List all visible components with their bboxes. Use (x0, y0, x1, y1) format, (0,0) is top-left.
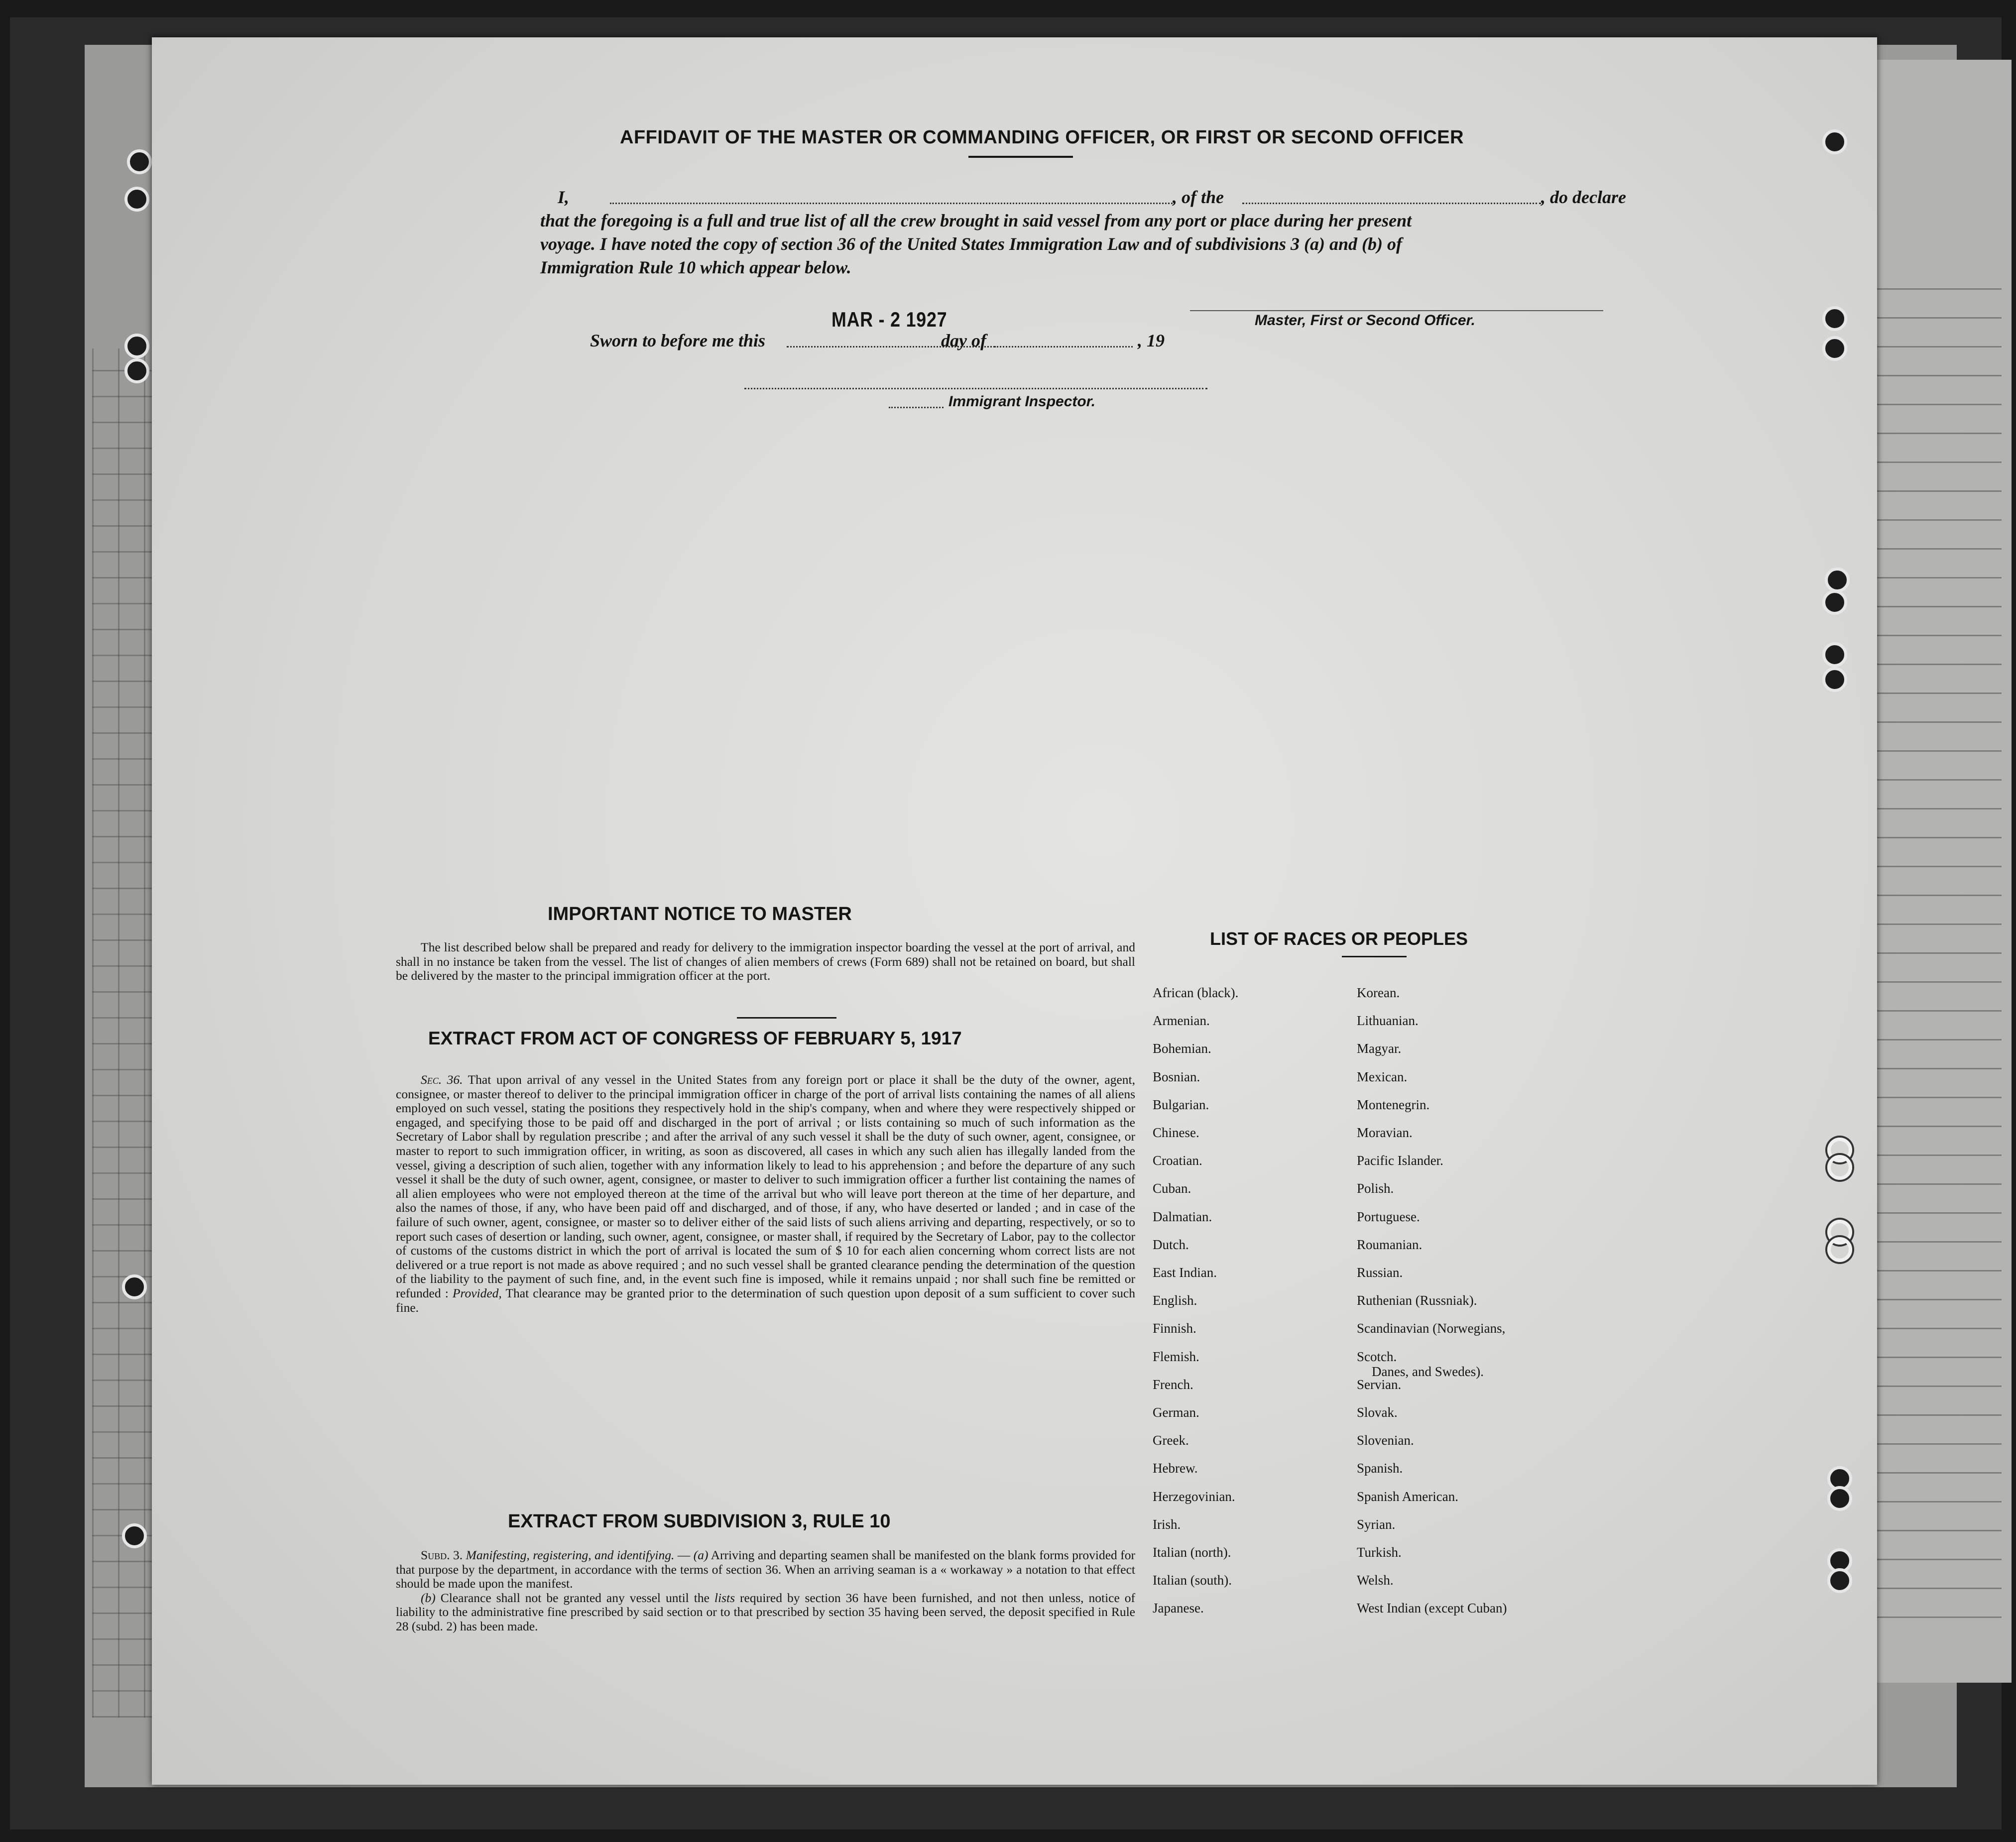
races-title: LIST OF RACES OR PEOPLES (1210, 928, 1468, 949)
affidavit-i: I, (558, 187, 570, 207)
affidavit-do-declare: , do declare (1541, 187, 1626, 207)
binder-hole (122, 1523, 147, 1548)
race-item: Finnish. (1153, 1321, 1196, 1336)
binder-hole (122, 1274, 147, 1299)
race-item: African (black). (1153, 985, 1239, 1000)
date-stamp: MAR - 2 1927 (831, 308, 948, 331)
race-item: Hebrew. (1153, 1461, 1198, 1476)
race-item: Korean. (1357, 985, 1400, 1000)
race-item: French. (1153, 1377, 1193, 1392)
binder-hole (1822, 336, 1847, 361)
affidavit-line-2: that the foregoing is a full and true list of all the crew brought in said vessel from any port or place during her present (540, 211, 1412, 230)
race-item: West Indian (except Cuban) (1357, 1601, 1507, 1616)
race-item: Magyar. (1357, 1041, 1402, 1056)
race-item: Italian (north). (1153, 1545, 1231, 1560)
race-item: Ruthenian (Russniak). (1357, 1293, 1477, 1308)
title-underline (968, 156, 1073, 158)
subd-label: Subd. 3. (421, 1548, 463, 1562)
affidavit-of-the: , of the (1173, 187, 1224, 207)
rule10-title: EXTRACT FROM SUBDIVISION 3, RULE 10 (508, 1511, 891, 1532)
act-body: That upon arrival of any vessel in the United States from any foreign port or place it shall be the duty of the owner, agent, consignee, or master thereof to deliver to the principal immigration officer in charge of the port of arrival lists containing the names of all aliens employed on such vessel, stating the positions they respectively hold in the ship's company, when and where they were respectively shipped or engaged, and specifying those to be paid off and discharged in the port of arrival ; or lists containing so much of such information as the Secretary of Labor shall by regulation prescribe ; and after the arrival of any such vessel it shall be the duty of such owner, agent, consignee, or master to report to such immigration officer, in writing, as soon as discovered, all cases in which any such alien has illegally landed from the vessel, giving a description of such alien, together with any information likely to lead to his apprehension ; and before the departure of any such vessel it shall be the duty of such owner, agent, consignee, or master to deliver to such immigration officer a further list containing the names of all alien employees who were not employed thereon at the time of the arrival but who will leave port thereon at the time of her departure, and also the names of those, if any, who have been paid off and discharged, and of those, if any, who have deserted or landed ; and in case of the failure of such owner, agent, consignee, or master so to deliver either of the said lists of such aliens arriving and departing, respectively, or so to report such cases of desertion or landing, such owner, agent, consignee, or master shall, if required by the Secretary of Labor, pay to the collector of customs of the customs district in which the port of arrival is located the sum of $ 10 for each alien concerning whom correct lists are not delivered or a true report is not made as above required ; and no such vessel shall be granted clearance pending the determination of the question of the liability to the payment of such fine, and, in the event such fine is imposed, while it remains unpaid ; nor shall such fine be remitted or refunded : (396, 1072, 1135, 1300)
sworn-before-label: Sworn to before me this (590, 331, 766, 350)
affidavit-title: AFFIDAVIT OF THE MASTER OR COMMANDING OFFICER, OR FIRST OR SECOND OFFICER (620, 127, 1464, 148)
affidavit-line-3: voyage. I have noted the copy of section 36 of the United States Immigration Law and of subdivisions 3 (a) and (b) of (540, 234, 1402, 254)
ledger-grid-left (92, 348, 157, 1718)
binder-hole (1822, 306, 1847, 331)
binder-hole (1827, 1568, 1852, 1593)
binder-hole (1825, 568, 1850, 592)
race-item: Bohemian. (1153, 1041, 1211, 1056)
name-blank-line (610, 202, 1173, 204)
day-of-label: day of (941, 331, 986, 350)
binder-hole (124, 334, 149, 358)
act-text (396, 1073, 1135, 1315)
race-item: Roumanian. (1357, 1237, 1423, 1252)
act-section-label: Sec. 36. (421, 1072, 463, 1087)
subd-a-label: (a) (693, 1548, 709, 1562)
subd-b-text1: Clearance shall not be granted any vessel until the (440, 1590, 710, 1605)
subd-b-label: (b) (421, 1590, 436, 1605)
subd-b-text2: required by section 36 have been furnished, and not then unless, notice of liability to the administrative fine prescribed by said section or to that prescribed by section 35 having been served, the deposit specified in Rule 28 (subd. 2) has been made. (396, 1590, 1136, 1633)
race-item: Russian. (1357, 1265, 1403, 1280)
race-item: Slovak. (1357, 1405, 1398, 1420)
race-item: Polish. (1357, 1181, 1394, 1196)
race-item: Croatian. (1153, 1153, 1202, 1168)
inspector-caption: Immigrant Inspector. (949, 393, 1096, 410)
race-item: Scandinavian (Norwegians, (1357, 1321, 1506, 1336)
affidavit-line-4: Immigration Rule 10 which appear below. (540, 257, 851, 277)
binder-hole (1822, 667, 1847, 692)
subd-a-text: Arriving and departing seamen shall be manifested on the blank forms provided for that purpose by the department, in accordance with the terms of section 36. When an arriving seaman is a « workaway » a notation to that effect should be made upon the manifest. (396, 1548, 1136, 1591)
race-item: Slovenian. (1357, 1433, 1414, 1448)
race-item: Scotch. (1357, 1349, 1397, 1364)
race-item: Moravian. (1357, 1125, 1413, 1140)
binder-hole (124, 358, 149, 383)
race-item: Dutch. (1153, 1237, 1189, 1252)
master-signature-line (1190, 310, 1603, 311)
subd-b-lists: lists (714, 1590, 735, 1605)
race-item: Bosnian. (1153, 1069, 1200, 1084)
race-item: Dalmatian. (1153, 1209, 1212, 1224)
race-item: Bulgarian. (1153, 1097, 1209, 1112)
race-item: Montenegrin. (1357, 1097, 1430, 1112)
inspector-lead-dots (889, 406, 944, 408)
race-item: Japanese. (1153, 1601, 1204, 1616)
binder-hole (1822, 590, 1847, 615)
race-item: Spanish. (1357, 1461, 1403, 1476)
binder-hole (1822, 642, 1847, 667)
race-item: Mexican. (1357, 1069, 1408, 1084)
binder-ring-hole (1827, 1155, 1852, 1180)
race-item: Irish. (1153, 1516, 1181, 1532)
race-item: English. (1153, 1293, 1197, 1308)
subd-title: Manifesting, registering, and identifying. (466, 1548, 675, 1562)
race-item: Portuguese. (1357, 1209, 1420, 1224)
race-item: Welsh. (1357, 1573, 1394, 1588)
binder-hole (127, 149, 152, 174)
year-label: , 19 (1138, 331, 1165, 350)
act-body-end: That clearance may be granted prior to the determination of such question upon deposit of a sum sufficient to cover such fine. (396, 1285, 1135, 1315)
race-item: Spanish American. (1357, 1489, 1458, 1504)
race-item: Lithuanian. (1357, 1013, 1419, 1029)
act-title: EXTRACT FROM ACT OF CONGRESS OF FEBRUARY 5, 1917 (428, 1028, 962, 1048)
race-item: Armenian. (1153, 1013, 1210, 1029)
races-title-rule (1342, 956, 1407, 957)
binder-hole (1822, 129, 1847, 154)
inspector-signature-line (744, 387, 1207, 389)
race-item: Flemish. (1153, 1349, 1199, 1364)
master-signature-caption: Master, First or Second Officer. (1255, 312, 1475, 329)
notice-title: IMPORTANT NOTICE TO MASTER (548, 904, 852, 924)
race-item: Turkish. (1357, 1545, 1402, 1560)
race-item: Servian. (1357, 1377, 1402, 1392)
binder-hole (124, 187, 149, 212)
act-provided: Provided, (452, 1285, 502, 1300)
race-item: Cuban. (1153, 1181, 1191, 1196)
race-item: Greek. (1153, 1433, 1189, 1448)
race-item: Chinese. (1153, 1125, 1199, 1140)
race-item: Pacific Islander. (1357, 1153, 1443, 1168)
notice-rule (737, 1017, 836, 1019)
notice-text: The list described below shall be prepared and ready for delivery to the immigration inspector boarding the vessel at the port of arrival, and shall in no instance be taken from the vessel. The list of changes of alien members of crews (Form 689) shall not be retained on board, but shall be delivered by the master to the principal immigration officer at the port. (396, 940, 1135, 983)
binder-hole (1827, 1486, 1852, 1511)
race-item: German. (1153, 1405, 1199, 1420)
month-blank (993, 345, 1133, 347)
race-item: Herzegovinian. (1153, 1489, 1235, 1504)
race-scandinavian-cont: Danes, and Swedes). (1372, 1364, 1484, 1379)
vessel-blank-line (1242, 202, 1541, 204)
race-item: Syrian. (1357, 1516, 1396, 1532)
form-page (152, 37, 1877, 1785)
rule10-text: Subd. 3. Manifesting, registering, and identifying. — (a) Arriving and departing seamen shall be manifested on the blank forms provided for that purpose by the department, in accordance with the terms of section 36. When an arriving seaman is a « workaway » a notation to that effect should be made upon the manifest. (b) Clearance shall not be granted any vessel until the lists required by section 36 have been furnished, and not then unless, notice of liability to the administrative fine prescribed by said section or to that prescribed by section 35 having been served, the deposit specified in Rule 28 (subd. 2) has been made. (396, 1548, 1136, 1633)
race-item: East Indian. (1153, 1265, 1217, 1280)
binder-ring-hole (1827, 1237, 1852, 1262)
race-item: Italian (south). (1153, 1573, 1232, 1588)
